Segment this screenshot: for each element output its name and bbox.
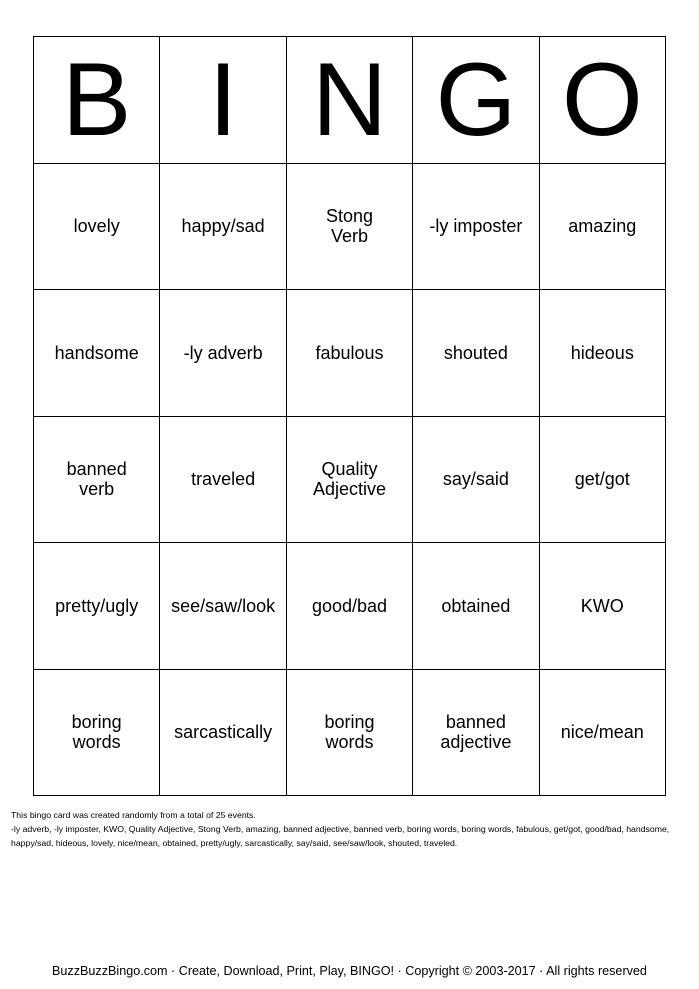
bingo-cell <box>287 670 413 797</box>
header-letter-i <box>160 37 286 164</box>
bingo-cell <box>287 290 413 417</box>
cell-text: -ly adverb <box>183 342 263 363</box>
bingo-card <box>33 36 666 796</box>
bingo-cell <box>540 417 666 544</box>
cell-text: shouted <box>443 342 508 363</box>
bingo-cell <box>287 543 413 670</box>
cell-text: handsome <box>54 342 139 363</box>
header-letter: G <box>435 41 517 158</box>
bingo-cell <box>160 290 286 417</box>
bingo-cell <box>413 417 539 544</box>
bingo-cell <box>413 290 539 417</box>
header-letter-o <box>540 37 666 164</box>
bingo-cell <box>540 543 666 670</box>
bingo-cell <box>34 417 160 544</box>
bingo-cell <box>34 290 160 417</box>
cell-text: KWO <box>580 595 624 616</box>
bingo-cell <box>160 543 286 670</box>
header-letter: B <box>62 41 132 158</box>
cell-text: traveled <box>191 469 256 490</box>
cell-text: pretty/ugly <box>55 595 139 616</box>
cell-text: hideous <box>570 342 634 363</box>
cell-text: Stong Verb <box>325 206 373 247</box>
cell-text: -ly imposter <box>429 216 523 237</box>
bingo-cell <box>540 290 666 417</box>
cell-text: banned verb <box>66 459 127 500</box>
cell-text: say/said <box>442 469 509 490</box>
cell-text: Quality Adjective <box>312 459 386 500</box>
bingo-cell <box>287 164 413 291</box>
cell-text: good/bad <box>311 595 388 616</box>
bingo-cell <box>287 417 413 544</box>
header-letter-g <box>413 37 539 164</box>
cell-text: sarcastically <box>174 722 273 743</box>
cell-text: get/got <box>574 469 630 490</box>
bingo-cell <box>160 164 286 291</box>
bingo-cell <box>540 164 666 291</box>
bingo-cell <box>34 164 160 291</box>
header-letter: N <box>311 41 388 158</box>
bingo-cell <box>34 543 160 670</box>
header-letter: O <box>561 41 643 158</box>
header-letter: I <box>208 41 238 158</box>
cell-text: amazing <box>568 216 637 237</box>
card-notes <box>11 808 691 850</box>
bingo-cell <box>540 670 666 797</box>
cell-text: boring words <box>71 712 122 753</box>
cell-text: boring words <box>324 712 375 753</box>
cell-text: fabulous <box>315 342 384 363</box>
bingo-cell <box>413 164 539 291</box>
bingo-cell <box>34 670 160 797</box>
cell-text: banned adjective <box>440 712 512 753</box>
cell-text: see/saw/look <box>171 595 276 616</box>
bingo-cell <box>413 670 539 797</box>
bingo-cell <box>413 543 539 670</box>
cell-text: obtained <box>441 595 511 616</box>
notes-event-list: -ly adverb, -ly imposter, KWO, Quality Adjective, Stong Verb, amazing, banned adjective, banned verb, boring words, boring words, fabulous, get/got, good/bad, handsome, happy/sad, hideous, lovely, nice/mean, obtained, pretty/ugly, sarcastically, say/said, see/saw/look, shouted, traveled. <box>11 824 670 848</box>
bingo-cell <box>160 417 286 544</box>
page-footer: BuzzBuzzBingo.com · Create, Download, Print, Play, BINGO! · Copyright © 2003-2017 · All rights reserved <box>52 964 647 978</box>
cell-text: lovely <box>73 216 120 237</box>
header-letter-n <box>287 37 413 164</box>
cell-text: nice/mean <box>560 722 644 743</box>
header-letter-b <box>34 37 160 164</box>
bingo-cell <box>160 670 286 797</box>
cell-text: happy/sad <box>181 216 265 237</box>
notes-summary: This bingo card was created randomly from a total of 25 events. <box>11 810 256 820</box>
